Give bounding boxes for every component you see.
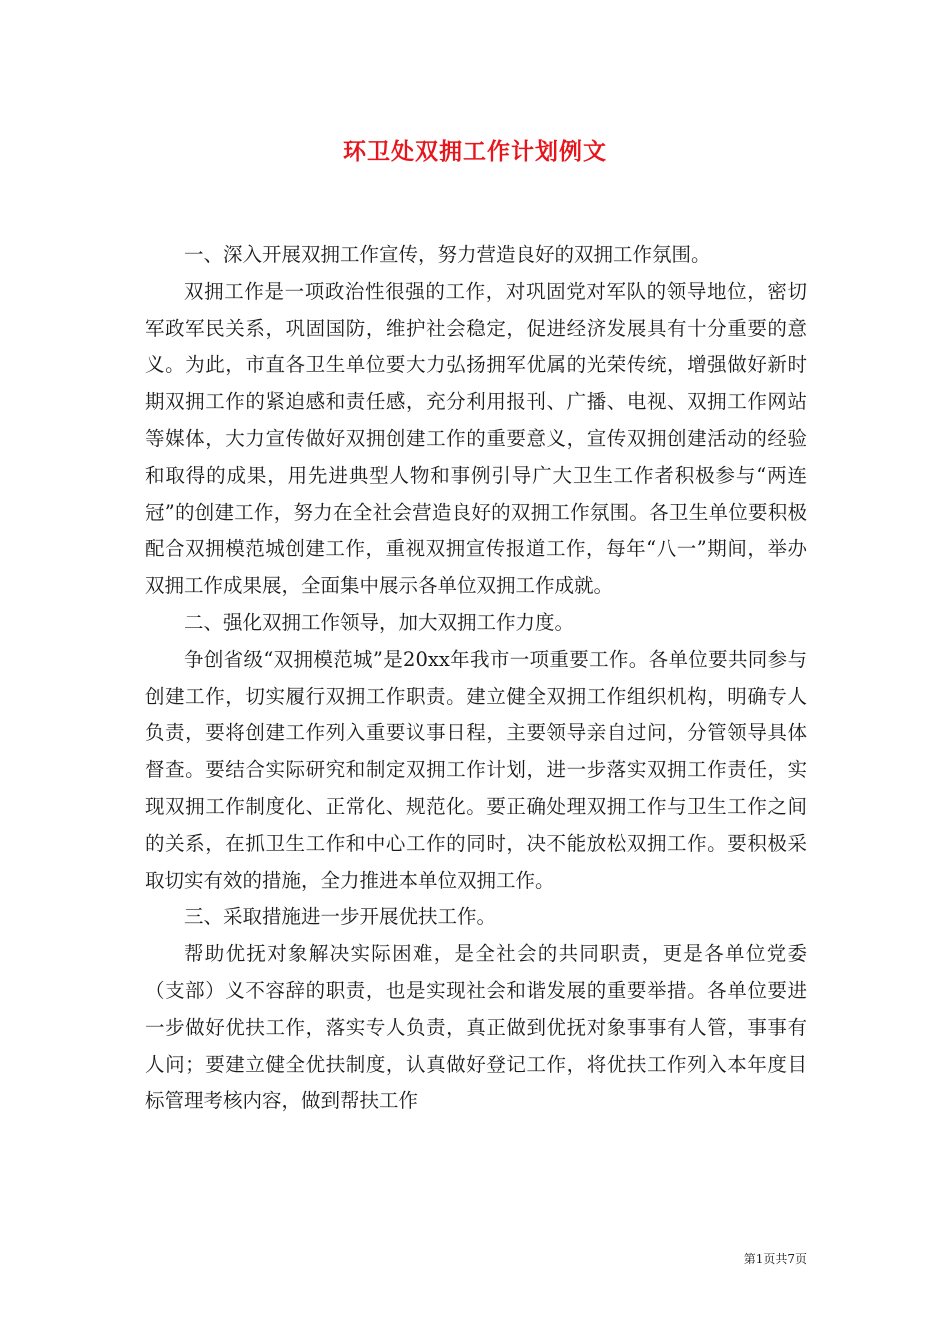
section-heading-2: 二、强化双拥工作领导，加大双拥工作力度。 [184, 610, 575, 634]
page-title: 环卫处双拥工作计划例文 [343, 138, 607, 165]
section-heading-1: 一、深入开展双拥工作宣传，努力营造良好的双拥工作氛围。 [184, 243, 711, 266]
document-body [145, 237, 807, 1120]
paragraph-1: 双拥工作是一项政治性很强的工作，对巩固党对军队的领导地位，密切军政军民关系，巩固国防，维护社会稳定，促进经济发展具有十分重要的意义。为此，市直各卫生单位要大力弘扬拥军优属的光荣传统，增强做好新时期双拥工作的紧迫感和责任感，充分利用报刊、广播、电视、双拥工作网站等媒体，大力宣传做好双拥创建工作的重要意义，宣传双拥创建活动的经验和取得的成果，用先进典型人物和事例引导广大卫生工作者积极参与“两连冠”的创建工作，努力在全社会营造良好的双拥工作氛围。各卫生单位要积极配合双拥模范城创建工作，重视双拥宣传报道工作，每年“八一”期间，举办双拥工作成果展，全面集中展示各单位双拥工作成就。 [145, 279, 807, 598]
paragraph-3: 帮助优抚对象解决实际困难，是全社会的共同职责，更是各单位党委（支部）义不容辞的职责，也是实现社会和谐发展的重要举措。各单位要进一步做好优扶工作，落实专人负责，真正做到优抚对象事事有人管，事事有人问；要建立健全优扶制度，认真做好登记工作，将优扶工作列入本年度目标管理考核内容，做到帮扶工作 [145, 942, 807, 1113]
section-heading-3: 三、采取措施进一步开展优扶工作。 [184, 905, 497, 929]
paragraph-2: 争创省级“双拥模范城”是20xx年我市一项重要工作。各单位要共同参与创建工作，切实履行双拥工作职责。建立健全双拥工作组织机构，明确专人负责，要将创建工作列入重要议事日程，主要领导亲自过问，分管领导具体督查。要结合实际研究和制定双拥工作计划，进一步落实双拥工作责任，实现双拥工作制度化、正常化、规范化。要正确处理双拥工作与卫生工作之间的关系，在抓卫生工作和中心工作的同时，决不能放松双拥工作。要积极采取切实有效的措施，全力推进本单位双拥工作。 [145, 647, 807, 892]
page-number: 第1页共7页 [743, 1252, 807, 1266]
